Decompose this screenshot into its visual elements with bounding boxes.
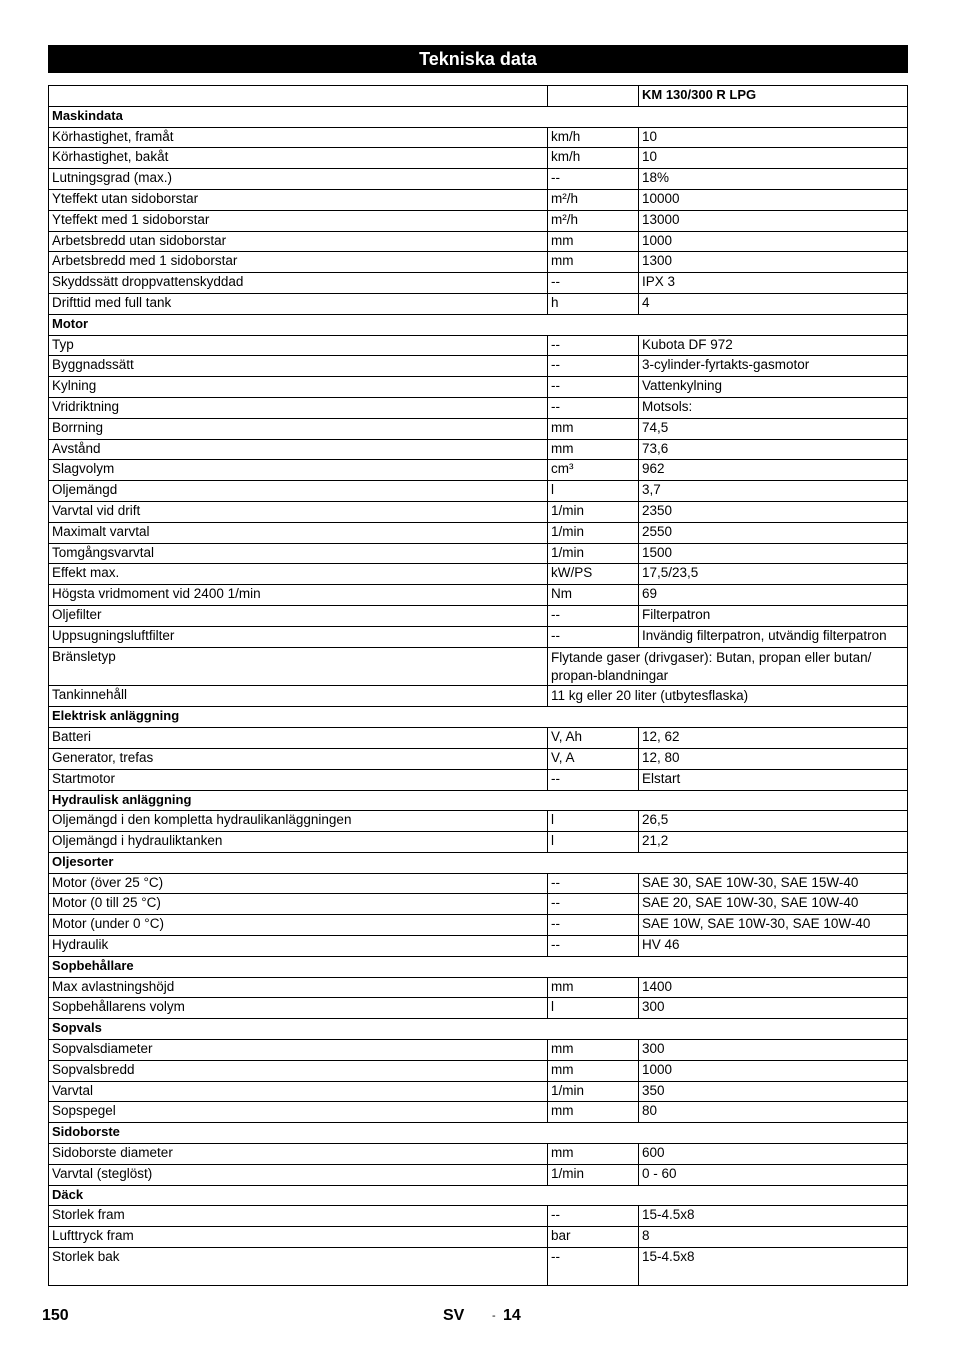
- section-heading: Motor: [49, 314, 908, 335]
- row-unit: --: [548, 936, 639, 957]
- row-value: 2550: [639, 522, 908, 543]
- row-unit: mm: [548, 231, 639, 252]
- row-unit: mm: [548, 418, 639, 439]
- row-value: 300: [639, 998, 908, 1019]
- table-row: [49, 585, 908, 606]
- row-value: 8: [639, 1227, 908, 1248]
- table-row: [49, 169, 908, 190]
- table-row: [49, 811, 908, 832]
- row-value: Filterpatron: [639, 605, 908, 626]
- model-header: KM 130/300 R LPG: [639, 86, 908, 107]
- row-value: Flytande gaser (drivgaser): Butan, propan eller butan/ propan-blandningar: [548, 647, 908, 685]
- row-value: 15-4.5x8: [639, 1206, 908, 1227]
- table-row: [49, 1206, 908, 1227]
- row-value: 10000: [639, 189, 908, 210]
- table-row: [49, 335, 908, 356]
- table-row: [49, 1040, 908, 1061]
- section-heading: Sidoborste: [49, 1123, 908, 1144]
- row-unit: --: [548, 873, 639, 894]
- table-row: [49, 728, 908, 749]
- row-unit: --: [548, 769, 639, 790]
- row-label: Varvtal vid drift: [49, 501, 548, 522]
- table-row: [49, 1081, 908, 1102]
- row-value: 1300: [639, 252, 908, 273]
- table-row: [49, 832, 908, 853]
- section-heading: Oljesorter: [49, 852, 908, 873]
- row-unit: m²/h: [548, 189, 639, 210]
- row-label: Bränsletyp: [49, 647, 548, 685]
- table-row: [49, 252, 908, 273]
- row-unit: --: [548, 894, 639, 915]
- row-value: 12, 80: [639, 748, 908, 769]
- row-value: SAE 30, SAE 10W-30, SAE 15W-40: [639, 873, 908, 894]
- row-unit: --: [548, 1248, 639, 1286]
- table-row: [49, 1164, 908, 1185]
- row-value: 1000: [639, 231, 908, 252]
- row-value: 13000: [639, 210, 908, 231]
- table-row: [49, 377, 908, 398]
- row-label: Oljemängd: [49, 481, 548, 502]
- section-heading: Sopvals: [49, 1019, 908, 1040]
- row-value: 350: [639, 1081, 908, 1102]
- row-value: Vattenkylning: [639, 377, 908, 398]
- section-heading: Däck: [49, 1185, 908, 1206]
- row-unit: --: [548, 169, 639, 190]
- row-label: Yteffekt utan sidoborstar: [49, 189, 548, 210]
- table-row: [49, 273, 908, 294]
- row-value: 12, 62: [639, 728, 908, 749]
- table-row: [49, 356, 908, 377]
- row-unit: l: [548, 832, 639, 853]
- section-page-number: 14: [503, 1307, 521, 1324]
- section-row: [49, 1123, 908, 1144]
- table-row: [49, 127, 908, 148]
- table-header-row: [49, 86, 908, 107]
- row-unit: l: [548, 811, 639, 832]
- row-value: Motsols:: [639, 397, 908, 418]
- row-unit: 1/min: [548, 1081, 639, 1102]
- row-label: Hydraulik: [49, 936, 548, 957]
- row-label: Högsta vridmoment vid 2400 1/min: [49, 585, 548, 606]
- row-label: Effekt max.: [49, 564, 548, 585]
- table-row: [49, 293, 908, 314]
- row-unit: 1/min: [548, 501, 639, 522]
- row-value: 1500: [639, 543, 908, 564]
- row-value: 1000: [639, 1060, 908, 1081]
- row-unit: --: [548, 335, 639, 356]
- row-value: 600: [639, 1144, 908, 1165]
- row-unit: V, Ah: [548, 728, 639, 749]
- row-value: 2350: [639, 501, 908, 522]
- row-unit: --: [548, 1206, 639, 1227]
- row-value: 3-cylinder-fyrtakts-gasmotor: [639, 356, 908, 377]
- row-unit: --: [548, 915, 639, 936]
- row-value: 74,5: [639, 418, 908, 439]
- table-row: [49, 1060, 908, 1081]
- section-row: [49, 314, 908, 335]
- row-value: 0 - 60: [639, 1164, 908, 1185]
- table-row: [49, 647, 908, 685]
- row-value: 80: [639, 1102, 908, 1123]
- row-label: Sopvalsdiameter: [49, 1040, 548, 1061]
- section-row: [49, 1185, 908, 1206]
- row-unit: kW/PS: [548, 564, 639, 585]
- section-heading: Maskindata: [49, 106, 908, 127]
- row-unit: cm³: [548, 460, 639, 481]
- section-row: [49, 956, 908, 977]
- row-label: Sopvalsbredd: [49, 1060, 548, 1081]
- table-row: [49, 189, 908, 210]
- table-row: [49, 1144, 908, 1165]
- table-row: [49, 1248, 908, 1286]
- section-row: [49, 106, 908, 127]
- row-label: Skyddssätt droppvattenskyddad: [49, 273, 548, 294]
- row-label: Varvtal (steglöst): [49, 1164, 548, 1185]
- row-label: Byggnadssätt: [49, 356, 548, 377]
- row-value: IPX 3: [639, 273, 908, 294]
- row-unit: mm: [548, 977, 639, 998]
- row-label: Startmotor: [49, 769, 548, 790]
- row-value: 73,6: [639, 439, 908, 460]
- section-row: [49, 1019, 908, 1040]
- row-value: 17,5/23,5: [639, 564, 908, 585]
- row-value: Invändig filterpatron, utvändig filterpatron: [639, 626, 908, 647]
- table-row: [49, 998, 908, 1019]
- row-unit: --: [548, 626, 639, 647]
- row-label: Motor (över 25 °C): [49, 873, 548, 894]
- row-value: 300: [639, 1040, 908, 1061]
- section-row: [49, 790, 908, 811]
- row-value: 69: [639, 585, 908, 606]
- row-label: Oljemängd i hydrauliktanken: [49, 832, 548, 853]
- row-label: Yteffekt med 1 sidoborstar: [49, 210, 548, 231]
- row-value: Elstart: [639, 769, 908, 790]
- row-label: Storlek fram: [49, 1206, 548, 1227]
- row-value: 4: [639, 293, 908, 314]
- row-unit: Nm: [548, 585, 639, 606]
- row-unit: 1/min: [548, 1164, 639, 1185]
- row-unit: --: [548, 356, 639, 377]
- row-label: Lufttryck fram: [49, 1227, 548, 1248]
- table-row: [49, 977, 908, 998]
- table-row: [49, 936, 908, 957]
- table-row: [49, 418, 908, 439]
- table-row: [49, 685, 908, 707]
- row-value: 3,7: [639, 481, 908, 502]
- row-unit: 1/min: [548, 543, 639, 564]
- section-heading: Elektrisk anläggning: [49, 707, 908, 728]
- row-unit: 1/min: [548, 522, 639, 543]
- row-value: 11 kg eller 20 liter (utbytesflaska): [548, 685, 908, 707]
- page-title: Tekniska data: [48, 45, 908, 73]
- row-label: Körhastighet, framåt: [49, 127, 548, 148]
- section-row: [49, 852, 908, 873]
- row-value: SAE 10W, SAE 10W-30, SAE 10W-40: [639, 915, 908, 936]
- row-label: Lutningsgrad (max.): [49, 169, 548, 190]
- row-label: Sopbehållarens volym: [49, 998, 548, 1019]
- row-label: Sopspegel: [49, 1102, 548, 1123]
- row-unit: mm: [548, 252, 639, 273]
- row-value: SAE 20, SAE 10W-30, SAE 10W-40: [639, 894, 908, 915]
- row-label: Motor (0 till 25 °C): [49, 894, 548, 915]
- row-label: Generator, trefas: [49, 748, 548, 769]
- row-label: Typ: [49, 335, 548, 356]
- row-unit: l: [548, 481, 639, 502]
- row-label: Tomgångsvarvtal: [49, 543, 548, 564]
- row-value: 18%: [639, 169, 908, 190]
- table-row: [49, 148, 908, 169]
- table-row: [49, 210, 908, 231]
- row-value: Kubota DF 972: [639, 335, 908, 356]
- row-unit: mm: [548, 1060, 639, 1081]
- row-label: Kylning: [49, 377, 548, 398]
- row-value: 1400: [639, 977, 908, 998]
- row-label: Drifttid med full tank: [49, 293, 548, 314]
- row-label: Arbetsbredd utan sidoborstar: [49, 231, 548, 252]
- row-unit: --: [548, 273, 639, 294]
- table-row: [49, 439, 908, 460]
- table-row: [49, 748, 908, 769]
- table-row: [49, 564, 908, 585]
- row-label: Tankinnehåll: [49, 685, 548, 707]
- table-row: [49, 915, 908, 936]
- row-label: Varvtal: [49, 1081, 548, 1102]
- row-unit: mm: [548, 1144, 639, 1165]
- row-unit: m²/h: [548, 210, 639, 231]
- section-row: [49, 707, 908, 728]
- header-blank-cell: [49, 86, 548, 107]
- row-unit: mm: [548, 439, 639, 460]
- table-row: [49, 873, 908, 894]
- table-row: [49, 543, 908, 564]
- row-value: 962: [639, 460, 908, 481]
- table-row: [49, 522, 908, 543]
- row-label: Oljefilter: [49, 605, 548, 626]
- table-row: [49, 481, 908, 502]
- row-value: 10: [639, 148, 908, 169]
- row-label: Max avlastningshöjd: [49, 977, 548, 998]
- row-unit: km/h: [548, 148, 639, 169]
- row-label: Oljemängd i den kompletta hydraulikanläggningen: [49, 811, 548, 832]
- table-row: [49, 605, 908, 626]
- row-value: HV 46: [639, 936, 908, 957]
- section-heading: Hydraulisk anläggning: [49, 790, 908, 811]
- row-label: Storlek bak: [49, 1248, 548, 1286]
- row-unit: mm: [548, 1040, 639, 1061]
- row-label: Sidoborste diameter: [49, 1144, 548, 1165]
- row-unit: --: [548, 377, 639, 398]
- row-unit: h: [548, 293, 639, 314]
- section-heading: Sopbehållare: [49, 956, 908, 977]
- footer-dash: -: [492, 1310, 496, 1322]
- page-number: 150: [42, 1307, 69, 1324]
- row-label: Körhastighet, bakåt: [49, 148, 548, 169]
- row-label: Maximalt varvtal: [49, 522, 548, 543]
- row-label: Vridriktning: [49, 397, 548, 418]
- table-row: [49, 460, 908, 481]
- header-blank-cell: [548, 86, 639, 107]
- row-value: 26,5: [639, 811, 908, 832]
- spec-table: [48, 85, 908, 1286]
- row-value: 15-4.5x8: [639, 1248, 908, 1286]
- row-label: Slagvolym: [49, 460, 548, 481]
- table-row: [49, 1102, 908, 1123]
- row-unit: mm: [548, 1102, 639, 1123]
- table-row: [49, 1227, 908, 1248]
- row-label: Arbetsbredd med 1 sidoborstar: [49, 252, 548, 273]
- table-row: [49, 894, 908, 915]
- table-row: [49, 769, 908, 790]
- table-row: [49, 397, 908, 418]
- table-row: [49, 501, 908, 522]
- row-label: Avstånd: [49, 439, 548, 460]
- table-row: [49, 626, 908, 647]
- row-unit: --: [548, 397, 639, 418]
- row-unit: l: [548, 998, 639, 1019]
- table-row: [49, 231, 908, 252]
- row-value: 10: [639, 127, 908, 148]
- row-label: Motor (under 0 °C): [49, 915, 548, 936]
- row-unit: bar: [548, 1227, 639, 1248]
- row-unit: V, A: [548, 748, 639, 769]
- row-label: Uppsugningsluftfilter: [49, 626, 548, 647]
- row-value: 21,2: [639, 832, 908, 853]
- row-label: Batteri: [49, 728, 548, 749]
- row-unit: km/h: [548, 127, 639, 148]
- language-code: SV: [443, 1307, 465, 1324]
- row-label: Borrning: [49, 418, 548, 439]
- row-unit: --: [548, 605, 639, 626]
